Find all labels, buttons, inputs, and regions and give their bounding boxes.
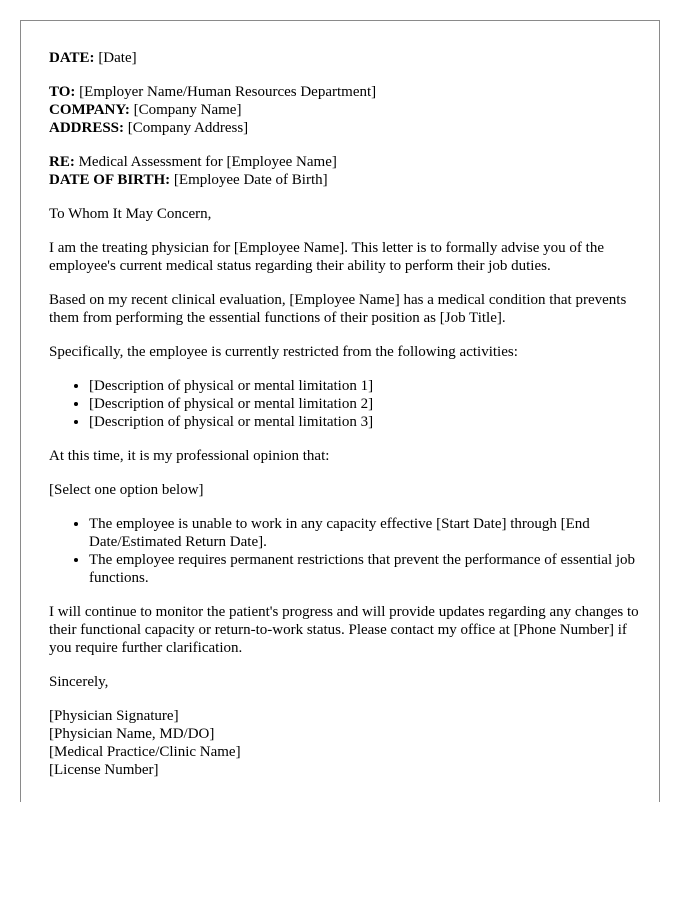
physician-name: [Physician Name, MD/DO] [49, 726, 215, 742]
letter-content [49, 49, 639, 779]
paragraph-restrictions: Specifically, the employee is currently restricted from the following activities: [49, 344, 518, 360]
list-item: • The employee is unable to work in any capacity effective [Start Date] through [End Date/Estimated Return Date]. [89, 515, 639, 551]
dob-label: DATE OF BIRTH: [49, 172, 171, 188]
dob-value: [Employee Date of Birth] [173, 172, 328, 188]
subject-block [49, 153, 639, 189]
paragraph-evaluation: Based on my recent clinical evaluation, [Employee Name] has a medical condition that prevents them from performing the essential functions of their position as [Job Title]. [49, 292, 627, 326]
to-label: TO: [49, 84, 76, 100]
closing: Sincerely, [49, 674, 109, 690]
limitations-list [49, 377, 639, 431]
re-value: Medical Assessment for [Employee Name] [78, 154, 337, 170]
signature-block [49, 707, 639, 779]
list-item: • [Description of physical or mental limitation 3] [89, 413, 639, 431]
address-value: [Company Address] [127, 120, 249, 136]
re-label: RE: [49, 154, 75, 170]
date-value: [Date] [98, 50, 137, 66]
address-line [49, 119, 639, 137]
paragraph-monitoring: I will continue to monitor the patient's progress and will provide updates regarding any changes to their functional capacity or return-to-work status. Please contact my office at [Phone Number] if you require further clarification. [49, 604, 639, 656]
paragraph-opinion: At this time, it is my professional opinion that: [49, 448, 330, 464]
list-item: • [Description of physical or mental limitation 1] [89, 377, 639, 395]
options-list [49, 515, 639, 587]
letter-page [20, 20, 660, 802]
company-label: COMPANY: [49, 102, 130, 118]
salutation: To Whom It May Concern, [49, 206, 212, 222]
practice-name: [Medical Practice/Clinic Name] [49, 744, 241, 760]
to-value: [Employer Name/Human Resources Department] [79, 84, 377, 100]
license-number: [License Number] [49, 762, 159, 778]
list-item: • [Description of physical or mental limitation 2] [89, 395, 639, 413]
company-line [49, 101, 639, 119]
company-value: [Company Name] [133, 102, 242, 118]
paragraph-select-option: [Select one option below] [49, 482, 204, 498]
dob-line [49, 171, 639, 189]
recipient-block [49, 83, 639, 137]
to-line [49, 83, 639, 101]
re-line [49, 153, 639, 171]
paragraph-intro: I am the treating physician for [Employee Name]. This letter is to formally advise you of the employee's current medical status regarding their ability to perform their job duties. [49, 240, 604, 274]
address-label: ADDRESS: [49, 120, 125, 136]
date-label: DATE: [49, 50, 95, 66]
date-line [49, 49, 639, 67]
date-block [49, 49, 639, 67]
signature-line: [Physician Signature] [49, 708, 179, 724]
list-item: • The employee requires permanent restrictions that prevent the performance of essential job functions. [89, 551, 639, 587]
